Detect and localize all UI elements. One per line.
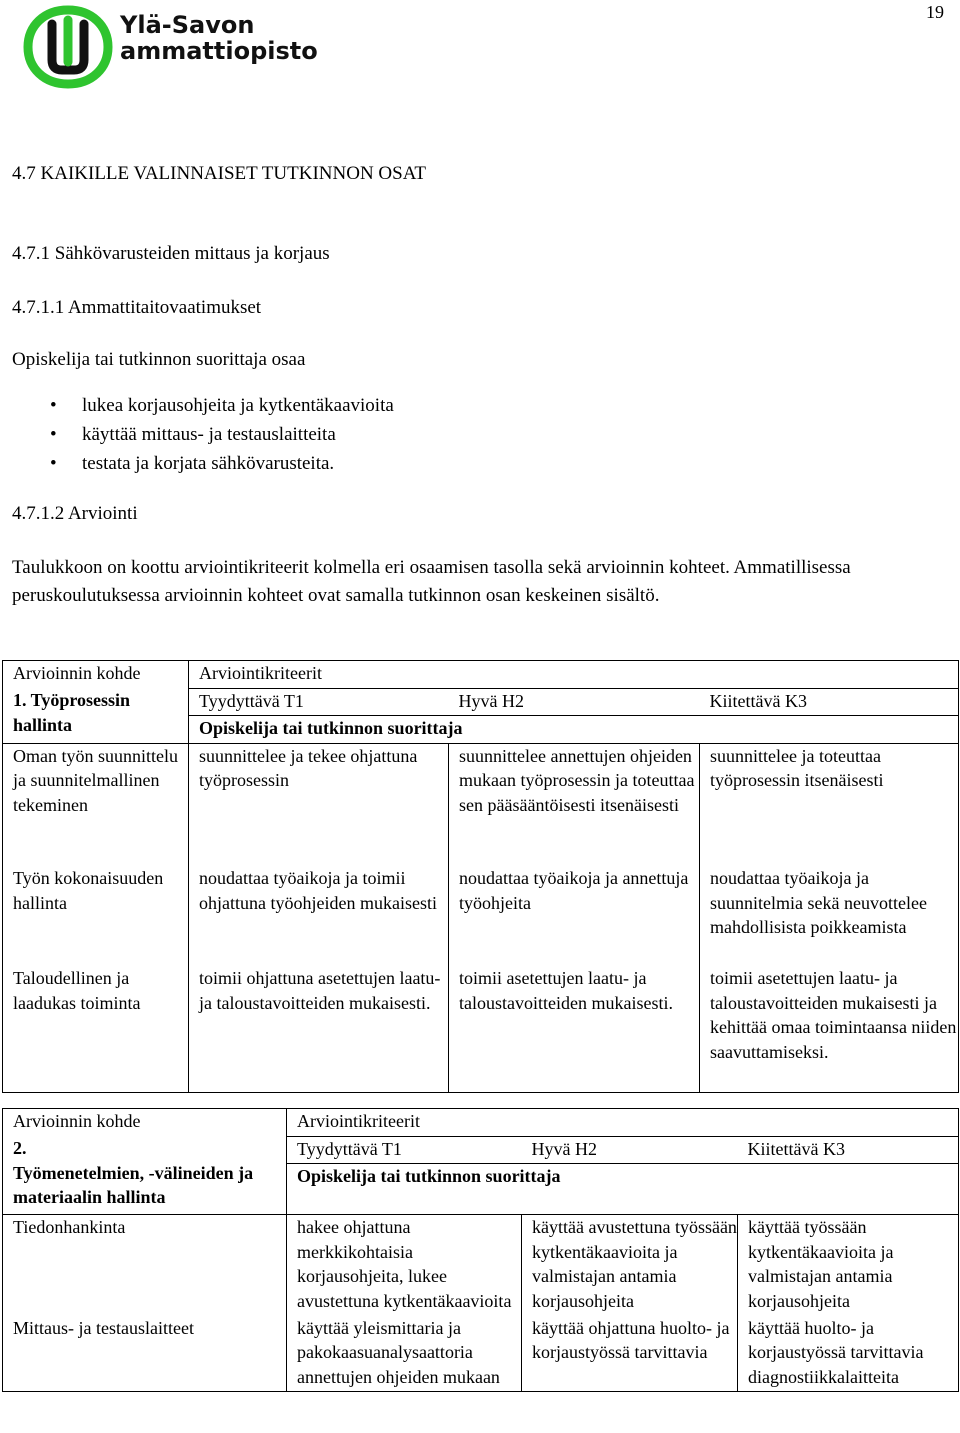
column-header-criteria: Arviointikriteerit bbox=[287, 1109, 959, 1137]
row-h2: käyttää ohjattuna huolto- ja korjaustyössä tarvittavia bbox=[522, 1316, 738, 1392]
logo-line-1: Ylä-Savon bbox=[120, 11, 255, 39]
row-t1: toimii ohjattuna asetettujen laatu- ja taloustavoitteiden mukaisesti. bbox=[189, 966, 449, 1092]
evaluation-paragraph: Taulukkoon on koottu arviointikriteerit kolmella eri osaamisen tasolla sekä arvioinnin kohteet. Ammatillisessa peruskoulutuksessa arvioinnin kohteet ovat samalla tutkinnon osan keskeinen sisältö. bbox=[12, 557, 851, 606]
row-target: Mittaus- ja testauslaitteet bbox=[3, 1316, 287, 1392]
level-k3: Kiitettävä K3 bbox=[738, 1136, 959, 1164]
level-h2: Hyvä H2 bbox=[449, 688, 700, 716]
subsubsection-heading: 4.7.1.1 Ammattitaitovaatimukset bbox=[12, 297, 262, 318]
row-k3: toimii asetettujen laatu- ja taloustavoitteiden mukaisesti ja kehittää omaa toimintaansa niiden saavuttamiseksi. bbox=[700, 966, 959, 1092]
skills-list bbox=[0, 391, 394, 478]
table-row bbox=[3, 1215, 959, 1316]
column-header-target: Arvioinnin kohde bbox=[3, 661, 189, 689]
level-k3: Kiitettävä K3 bbox=[700, 688, 959, 716]
list-item: • testata ja korjata sähkövarusteita. bbox=[0, 449, 394, 478]
subsection-heading: 4.7.1 Sähkövarusteiden mittaus ja korjaus bbox=[12, 243, 330, 264]
table-row bbox=[3, 743, 959, 866]
level-h2: Hyvä H2 bbox=[522, 1136, 738, 1164]
evaluation-heading: 4.7.1.2 Arviointi bbox=[12, 503, 138, 524]
row-k3: noudattaa työaikoja ja suunnitelmia sekä neuvottelee mahdollisista poikkeamista bbox=[700, 866, 959, 966]
row-k3: käyttää työssään kytkentäkaavioita ja valmistajan antamia korjausohjeita bbox=[738, 1215, 959, 1316]
row-k3: suunnittelee ja toteuttaa työprosessin itsenäisesti bbox=[700, 743, 959, 866]
table-row bbox=[3, 1316, 959, 1392]
table-row bbox=[3, 866, 959, 966]
group-title bbox=[3, 1136, 287, 1215]
row-target: Oman työn suunnittelu ja suunnitelmallinen tekeminen bbox=[3, 743, 189, 866]
table-levels-row bbox=[3, 688, 959, 716]
row-h2: suunnittelee annettujen ohjeiden mukaan työprosessin ja toteuttaa sen pääsääntöisesti itsenäisesti bbox=[449, 743, 700, 866]
section-heading: 4.7 KAIKILLE VALINNAISET TUTKINNON OSAT bbox=[12, 163, 426, 184]
row-target: Taloudellinen ja laadukas toiminta bbox=[3, 966, 189, 1092]
row-t1: käyttää yleismittaria ja pakokaasuanalysaattoria annettujen ohjeiden mukaan bbox=[287, 1316, 522, 1392]
row-target: Tiedonhankinta bbox=[3, 1215, 287, 1316]
level-t1: Tyydyttävä T1 bbox=[189, 688, 449, 716]
row-h2: käyttää avustettuna työssään kytkentäkaavioita ja valmistajan antamia korjausohjeita bbox=[522, 1215, 738, 1316]
column-header-target: Arvioinnin kohde bbox=[3, 1109, 287, 1137]
page-number: 19 bbox=[926, 2, 944, 22]
row-h2: noudattaa työaikoja ja annettuja työohjeita bbox=[449, 866, 700, 966]
logo-wordmark bbox=[120, 12, 318, 64]
column-header-criteria: Arviointikriteerit bbox=[189, 661, 959, 689]
table-header-row bbox=[3, 1109, 959, 1137]
row-h2: toimii asetettujen laatu- ja taloustavoitteiden mukaisesti. bbox=[449, 966, 700, 1092]
logo-mark-icon bbox=[22, 4, 114, 90]
group-number: 2. bbox=[13, 1138, 27, 1159]
row-t1: suunnittelee ja tekee ohjattuna työprosessin bbox=[189, 743, 449, 866]
level-t1: Tyydyttävä T1 bbox=[287, 1136, 522, 1164]
group-title: 1. Työprosessin hallinta bbox=[3, 688, 189, 743]
subject-label: Opiskelija tai tutkinnon suorittaja bbox=[287, 1164, 959, 1215]
list-item: • lukea korjausohjeita ja kytkentäkaavioita bbox=[0, 391, 394, 420]
skills-intro: Opiskelija tai tutkinnon suorittaja osaa bbox=[12, 349, 306, 370]
table-header-row bbox=[3, 661, 959, 689]
row-k3: käyttää huolto- ja korjaustyössä tarvittavia diagnostiikkalaitteita bbox=[738, 1316, 959, 1392]
logo-line-2: ammattiopisto bbox=[120, 37, 318, 65]
table-row bbox=[3, 966, 959, 1092]
criteria-table-2 bbox=[2, 1108, 959, 1392]
row-target: Työn kokonaisuuden hallinta bbox=[3, 866, 189, 966]
logo bbox=[22, 4, 322, 90]
subject-label: Opiskelija tai tutkinnon suorittaja bbox=[189, 716, 959, 744]
list-item: • käyttää mittaus- ja testauslaitteita bbox=[0, 420, 394, 449]
row-t1: noudattaa työaikoja ja toimii ohjattuna työohjeiden mukaisesti bbox=[189, 866, 449, 966]
criteria-table-1 bbox=[2, 660, 959, 1093]
row-t1: hakee ohjattuna merkkikohtaisia korjausohjeita, lukee avustettuna kytkentäkaavioita bbox=[287, 1215, 522, 1316]
group-name: Työmenetelmien, -välineiden ja materiaalin hallinta bbox=[13, 1162, 254, 1208]
table-levels-row bbox=[3, 1136, 959, 1164]
